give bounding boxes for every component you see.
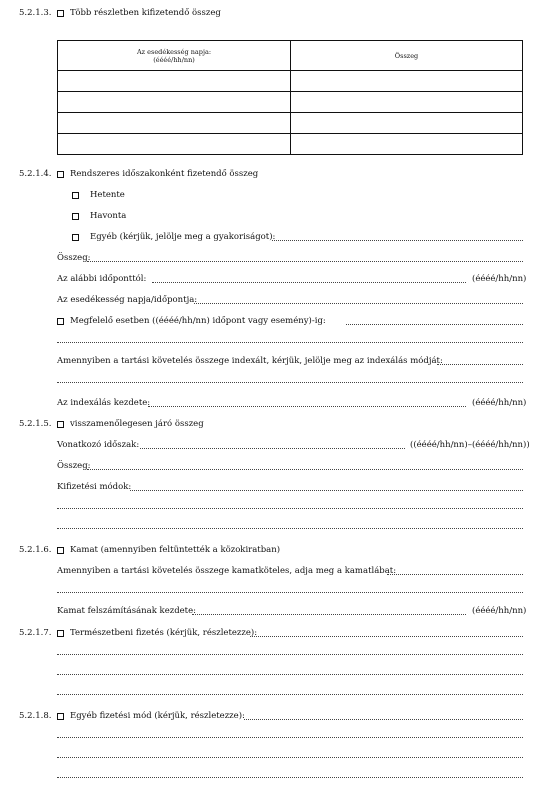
- option-other: Egyéb (kérjük, jelölje meg a gyakoriságot):: [90, 232, 276, 242]
- fill-line[interactable]: [140, 448, 405, 449]
- fill-line[interactable]: [57, 674, 523, 675]
- section-number: 5.2.1.6.: [19, 545, 52, 555]
- fill-line[interactable]: [387, 574, 523, 575]
- checkbox[interactable]: [57, 421, 64, 428]
- fill-line[interactable]: [87, 469, 523, 470]
- table-cell[interactable]: [291, 92, 523, 113]
- table-cell[interactable]: [291, 113, 523, 134]
- section-number: 5.2.1.5.: [19, 419, 52, 429]
- fill-line[interactable]: [57, 737, 523, 738]
- checkbox-other[interactable]: [72, 234, 79, 241]
- fill-line[interactable]: [250, 636, 523, 637]
- header-line: (éééé/hh/nn): [153, 55, 195, 64]
- fill-line[interactable]: [152, 282, 466, 283]
- section-label: Rendszeres időszakonként fizetendő összeg: [70, 169, 259, 179]
- checkbox[interactable]: [57, 318, 64, 325]
- option-weekly: Hetente: [90, 190, 125, 200]
- fill-line[interactable]: [57, 508, 523, 509]
- header-line: Az esedékesség napja:: [136, 47, 212, 56]
- section-label: Egyéb fizetési mód (kérjük, részletezze):: [70, 711, 245, 721]
- fill-line[interactable]: [130, 490, 523, 491]
- section-label: visszamenőlegesen járó összeg: [70, 419, 204, 429]
- fill-line[interactable]: [148, 406, 466, 407]
- fill-line[interactable]: [57, 694, 523, 695]
- checkbox[interactable]: [57, 547, 64, 554]
- date-format: (éééé/hh/nn): [472, 398, 527, 408]
- fill-line[interactable]: [87, 261, 523, 262]
- table-cell[interactable]: [58, 71, 291, 92]
- field-label: Kamat felszámításának kezdete:: [57, 606, 196, 616]
- column-header-due-date: [58, 41, 291, 71]
- field-label: Az alábbi időponttól:: [57, 274, 147, 284]
- fill-line[interactable]: [57, 342, 523, 343]
- section-number: 5.2.1.3.: [19, 8, 52, 18]
- table-cell[interactable]: [291, 134, 523, 155]
- checkbox[interactable]: [57, 10, 64, 17]
- date-format: (éééé/hh/nn): [472, 274, 527, 284]
- checkbox[interactable]: [57, 630, 64, 637]
- fill-line[interactable]: [194, 303, 523, 304]
- table-cell[interactable]: [58, 134, 291, 155]
- fill-line[interactable]: [57, 382, 523, 383]
- checkbox-monthly[interactable]: [72, 213, 79, 220]
- fill-line[interactable]: [346, 324, 523, 325]
- section-label: Több részletben kifizetendő összeg: [70, 8, 221, 18]
- field-label: Az indexálás kezdete:: [57, 398, 151, 408]
- fill-line[interactable]: [57, 592, 523, 593]
- date-format: (éééé/hh/nn): [472, 606, 527, 616]
- fill-line[interactable]: [57, 528, 523, 529]
- section-number: 5.2.1.8.: [19, 711, 52, 721]
- field-label: Amennyiben a tartási követelés összege indexált, kérjük, jelölje meg az indexálás módját:: [57, 356, 443, 366]
- table-cell[interactable]: [58, 92, 291, 113]
- checkbox[interactable]: [57, 713, 64, 720]
- checkbox-weekly[interactable]: [72, 192, 79, 199]
- fill-line[interactable]: [244, 719, 523, 720]
- checkbox[interactable]: [57, 171, 64, 178]
- fill-line[interactable]: [437, 364, 523, 365]
- date-format: ((éééé/hh/nn)–(éééé/hh/nn)): [410, 440, 530, 450]
- fill-line[interactable]: [192, 614, 466, 615]
- field-label: Megfelelő esetben ((éééé/hh/nn) időpont vagy esemény)-ig:: [70, 316, 326, 326]
- fill-line[interactable]: [57, 757, 523, 758]
- field-label: Az esedékesség napja/időpontja:: [57, 295, 198, 305]
- table-cell[interactable]: [291, 71, 523, 92]
- fill-line[interactable]: [272, 240, 523, 241]
- option-monthly: Havonta: [90, 211, 127, 221]
- field-label: Vonatkozó időszak:: [57, 440, 140, 450]
- section-number: 5.2.1.7.: [19, 628, 52, 638]
- section-label: Kamat (amennyiben feltüntették a közokiratban): [70, 545, 281, 555]
- installments-table: [57, 40, 523, 155]
- fill-line[interactable]: [57, 654, 523, 655]
- field-label: Összeg:: [57, 461, 91, 471]
- table-cell[interactable]: [58, 113, 291, 134]
- column-header-amount: Összeg: [291, 41, 523, 71]
- field-label: Összeg:: [57, 253, 91, 263]
- section-label: Természetbeni fizetés (kérjük, részletezze):: [70, 628, 258, 638]
- field-label: Kifizetési módok:: [57, 482, 132, 492]
- field-label: Amennyiben a tartási követelés összege kamatköteles, adja meg a kamatlábat:: [57, 566, 397, 576]
- fill-line[interactable]: [57, 777, 523, 778]
- section-number: 5.2.1.4.: [19, 169, 52, 179]
